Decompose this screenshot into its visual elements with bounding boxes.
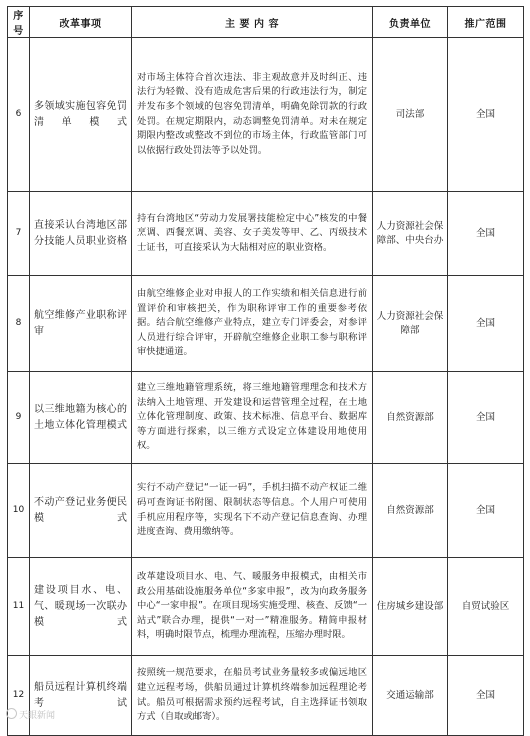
row-index: 7 bbox=[8, 192, 30, 276]
watermark-logo-icon bbox=[6, 708, 17, 719]
row-scope: 全国 bbox=[448, 38, 524, 192]
row-content: 建立三维地籍管理系统，将三维地籍管理理念和技术方法纳入土地管理、开发建设和运营管理全过程，在土地立体化管理制度、政策、技术标准、信息平台、数据库等方面进行探索，以三维方式设定立体建设用地使用权。 bbox=[132, 372, 373, 464]
reform-items-table bbox=[7, 6, 524, 736]
watermark bbox=[6, 708, 55, 721]
row-unit: 自然资源部 bbox=[373, 372, 448, 464]
row-content: 实行不动产登记“一证一码”，手机扫描不动产权证二维码可查询证书附图、限制状态等信息。个人用户可使用手机应用程序等，实现名下不动产登记信息查询、办理进度查询、费用缴纳等。 bbox=[132, 464, 373, 558]
table-row bbox=[8, 38, 524, 192]
header-content: 主 要 内 容 bbox=[132, 7, 373, 38]
row-unit: 自然资源部 bbox=[373, 464, 448, 558]
row-item: 建设项目水、电、气、暖现场一次联办模式 bbox=[30, 558, 132, 656]
row-index: 9 bbox=[8, 372, 30, 464]
row-scope: 自贸试验区 bbox=[448, 558, 524, 656]
row-scope: 全国 bbox=[448, 192, 524, 276]
row-index: 10 bbox=[8, 464, 30, 558]
row-content: 持有台湾地区“劳动力发展署技能检定中心”核发的中餐烹调、西餐烹调、美容、女子美发等甲、乙、丙级技术士证书，可直接采认为大陆相对应的职业资格。 bbox=[132, 192, 373, 276]
row-content: 按照统一规范要求，在船员考试业务量较多或偏远地区建立远程考场，供船员通过计算机终端参加远程理论考试。船员可根据需求预约远程考试，自主选择证书领取方式（自取或邮寄）。 bbox=[132, 656, 373, 736]
row-item: 不动产登记业务便民模式 bbox=[30, 464, 132, 558]
table-row bbox=[8, 464, 524, 558]
row-index: 8 bbox=[8, 276, 30, 372]
header-unit: 负责单位 bbox=[373, 7, 448, 38]
row-scope: 全国 bbox=[448, 464, 524, 558]
row-unit: 司法部 bbox=[373, 38, 448, 192]
row-unit: 交通运输部 bbox=[373, 656, 448, 736]
row-index: 11 bbox=[8, 558, 30, 656]
table-row bbox=[8, 558, 524, 656]
row-content: 由航空维修企业对申报人的工作实绩和相关信息进行前置评价和审核把关，作为职称评审工作的重要参考依据。结合航空维修产业特点，建立专门评委会，对参评人员进行综合评审，开辟航空维修企业职工参与职称评审快捷通道。 bbox=[132, 276, 373, 372]
table-row bbox=[8, 656, 524, 736]
table-row bbox=[8, 276, 524, 372]
row-index: 6 bbox=[8, 38, 30, 192]
row-scope: 全国 bbox=[448, 276, 524, 372]
table-row bbox=[8, 372, 524, 464]
watermark-text: 天眼新闻 bbox=[19, 711, 56, 721]
row-content: 对市场主体符合首次违法、非主观故意并及时纠正、违法行为轻微、没有造成危害后果的行政违法行为，制定并发布多个领域的包容免罚清单，明确免除罚款的行政处罚。在规定期限内，动态调整免罚清单。对未在规定期限内整改或整改不到位的市场主体，行政监管部门可以依据行政处罚法等予以处罚。 bbox=[132, 38, 373, 192]
document-page bbox=[7, 6, 523, 736]
row-scope: 全国 bbox=[448, 656, 524, 736]
row-item: 航空维修产业职称评审 bbox=[30, 276, 132, 372]
header-index: 序号 bbox=[8, 7, 30, 38]
row-item: 多领域实施包容免罚清单模式 bbox=[30, 38, 132, 192]
header-item: 改革事项 bbox=[30, 7, 132, 38]
row-unit: 人力资源社会保障部、中央台办 bbox=[373, 192, 448, 276]
row-unit: 住房城乡建设部 bbox=[373, 558, 448, 656]
header-scope: 推广范围 bbox=[448, 7, 524, 38]
row-content: 改革建设项目水、电、气、暖服务申报模式，由相关市政公用基础设施服务单位“多家申报”，改为向政务服务中心“一家申报”。在项目现场实施受理、核查、反馈“一站式”联合办理，提供“一对一”精准服务。精简申报材料，明确时限节点，梳理办理流程，压缩办理时限。 bbox=[132, 558, 373, 656]
row-index: 12 bbox=[8, 656, 30, 736]
row-item: 直接采认台湾地区部分技能人员职业资格 bbox=[30, 192, 132, 276]
row-scope: 全国 bbox=[448, 372, 524, 464]
row-unit: 人力资源社会保障部 bbox=[373, 276, 448, 372]
table-header-row bbox=[8, 7, 524, 38]
row-item: 以三维地籍为核心的土地立体化管理模式 bbox=[30, 372, 132, 464]
row-item: 船员远程计算机终端考试 bbox=[30, 656, 132, 736]
table-row bbox=[8, 192, 524, 276]
